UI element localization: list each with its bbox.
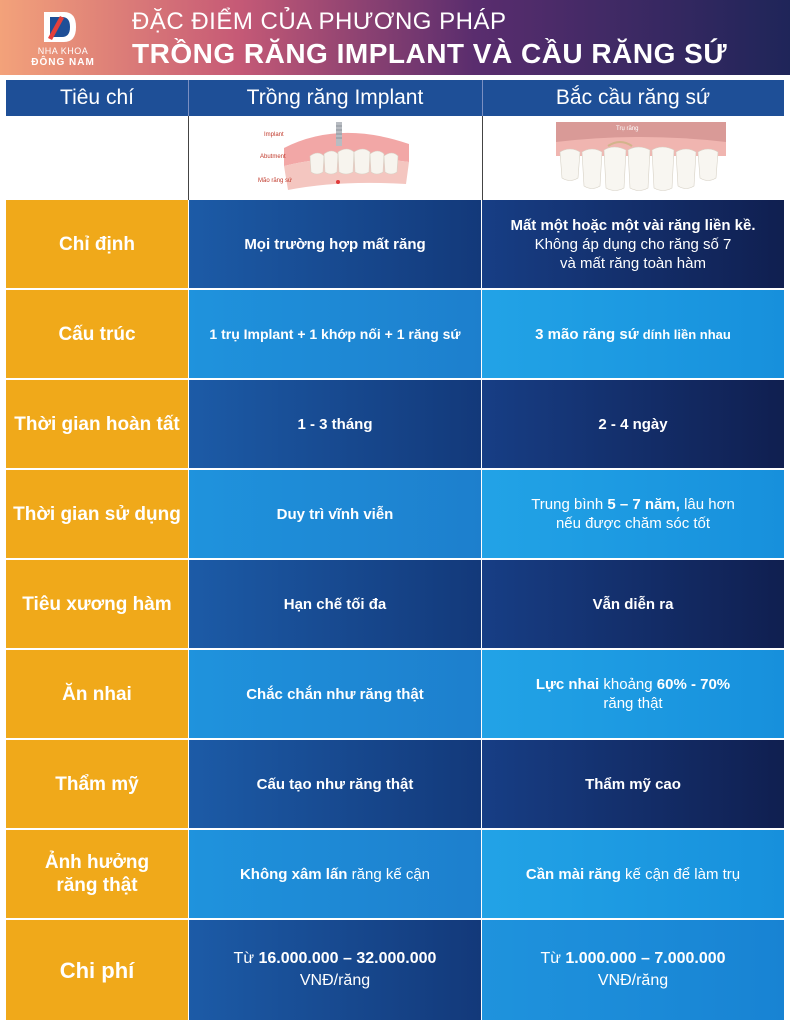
bridge-cell [482,470,784,558]
implant-cell [189,650,481,738]
bridge-text-line2: nếu được chăm sóc tốt [555,515,711,532]
implant-cell [189,470,481,558]
bridge-text: 2 - 4 ngày [598,415,668,433]
row-label [6,830,188,918]
logo-text-line2: ĐÔNG NAM [31,57,95,68]
implant-text-bold: Không xâm lấn [239,865,348,883]
row-label-text: Chỉ định [59,233,135,255]
row-label [6,290,188,378]
bridge-cell [482,740,784,828]
row-label [6,560,188,648]
implant-cell [189,740,481,828]
table-row [6,560,784,648]
bridge-text: Thẩm mỹ cao [585,775,681,793]
abutment-tooth-label: Trụ răng [616,126,639,132]
table-row [6,380,784,468]
bridge-text-post: lâu hơn [679,496,735,513]
column-header-implant: Trồng răng Implant [246,86,424,109]
implant-cell [189,920,481,1020]
bridge-illustration [556,122,726,196]
crown-label: Mão răng sứ [258,178,293,184]
implant-text: Chắc chắn như răng thật [246,685,424,703]
implant-cell [189,380,481,468]
bridge-text-pre: Từ [540,950,566,967]
bridge-cell [482,380,784,468]
row-label-text: Tiêu xương hàm [22,593,172,615]
table-row [6,650,784,738]
column-divider [188,116,189,200]
abutment-label: Abutment [260,154,286,160]
row-label [6,200,188,288]
table-row [6,830,784,918]
bridge-cell [482,920,784,1020]
implant-text: Hạn chế tối đa [283,595,387,613]
implant-cell [189,560,481,648]
column-header-criteria: Tiêu chí [60,86,134,109]
row-label-text: Chi phí [59,957,135,983]
implant-cell [189,830,481,918]
bridge-text-bold: 1.000.000 – 7.000.000 [565,950,726,967]
bridge-text-line2: VNĐ/răng [597,972,669,989]
implant-cell [189,200,481,288]
bridge-text-line2: răng thật [603,695,663,712]
implant-label: Implant [264,132,284,138]
implant-text: Cấu tạo như răng thật [256,775,414,793]
implant-illustration [264,118,414,198]
logo-icon [40,8,80,46]
bridge-text-line2: Không áp dụng cho răng số 7 [534,235,732,253]
row-label [6,920,188,1020]
row-label-line2: răng thật [56,875,138,896]
clinic-logo [6,6,120,70]
column-divider [188,80,189,116]
implant-text: 1 - 3 tháng [297,415,373,433]
implant-text-bold: 16.000.000 – 32.000.000 [258,950,437,967]
bridge-cell [482,200,784,288]
bridge-text-bold: Mất một hoặc một vài răng liền kề. [510,216,756,234]
bridge-cell [482,290,784,378]
column-header-row [6,80,784,116]
row-label [6,470,188,558]
bridge-text-small: dính liền nhau [642,326,731,342]
row-label-text: Cấu trúc [58,323,136,345]
bridge-text-pre: Trung bình [531,496,608,513]
header-banner [0,0,790,75]
implant-text: Mọi trường hợp mất răng [244,235,426,253]
bridge-text: Vẫn diễn ra [592,595,674,613]
row-label-line1: Ảnh hưởng [44,852,150,873]
title-line1: ĐẶC ĐIỂM CỦA PHƯƠNG PHÁP [132,8,507,35]
bridge-cell [482,560,784,648]
bridge-text-bold1: Lực nhai [535,676,600,693]
row-label-text: Thời gian sử dụng [13,503,181,525]
bridge-text-line3: và mất răng toàn hàm [560,254,706,272]
implant-text: Duy trì vĩnh viễn [276,505,394,523]
bridge-text-bold: Cần mài răng [525,865,621,883]
bridge-cell [482,830,784,918]
title-line2: TRỒNG RĂNG IMPLANT VÀ CẦU RĂNG SỨ [132,38,728,69]
table-row [6,740,784,828]
illustration-row [6,116,784,200]
implant-text: 1 trụ Implant + 1 khớp nối + 1 răng sứ [209,325,461,342]
row-label-text: Ăn nhai [62,683,132,705]
column-header-bridge: Bắc cầu răng sứ [555,86,711,109]
row-label [6,740,188,828]
table-row [6,200,784,288]
row-label [6,380,188,468]
bridge-text-bold2: 60% - 70% [656,676,731,693]
implant-text-line2: VNĐ/răng [299,972,371,989]
logo-text-line1: NHA KHOA [37,46,89,56]
table-row [6,470,784,558]
bridge-text-rest: kế cận để làm trụ [620,865,741,883]
bridge-text-mid: khoảng [599,676,657,693]
implant-cell [189,290,481,378]
row-label-text: Thẩm mỹ [55,773,139,795]
bridge-cell [482,650,784,738]
row-label [6,650,188,738]
bridge-text-bold: 5 – 7 năm, [607,496,680,513]
implant-text-rest: răng kế cận [347,865,431,883]
row-label-text: Thời gian hoàn tất [14,413,180,435]
table-row [6,920,784,1020]
column-divider [482,116,483,200]
table-row [6,290,784,378]
implant-text-pre: Từ [233,950,259,967]
bridge-text-bold: 3 mão răng sứ [535,325,639,343]
column-divider [482,80,483,116]
